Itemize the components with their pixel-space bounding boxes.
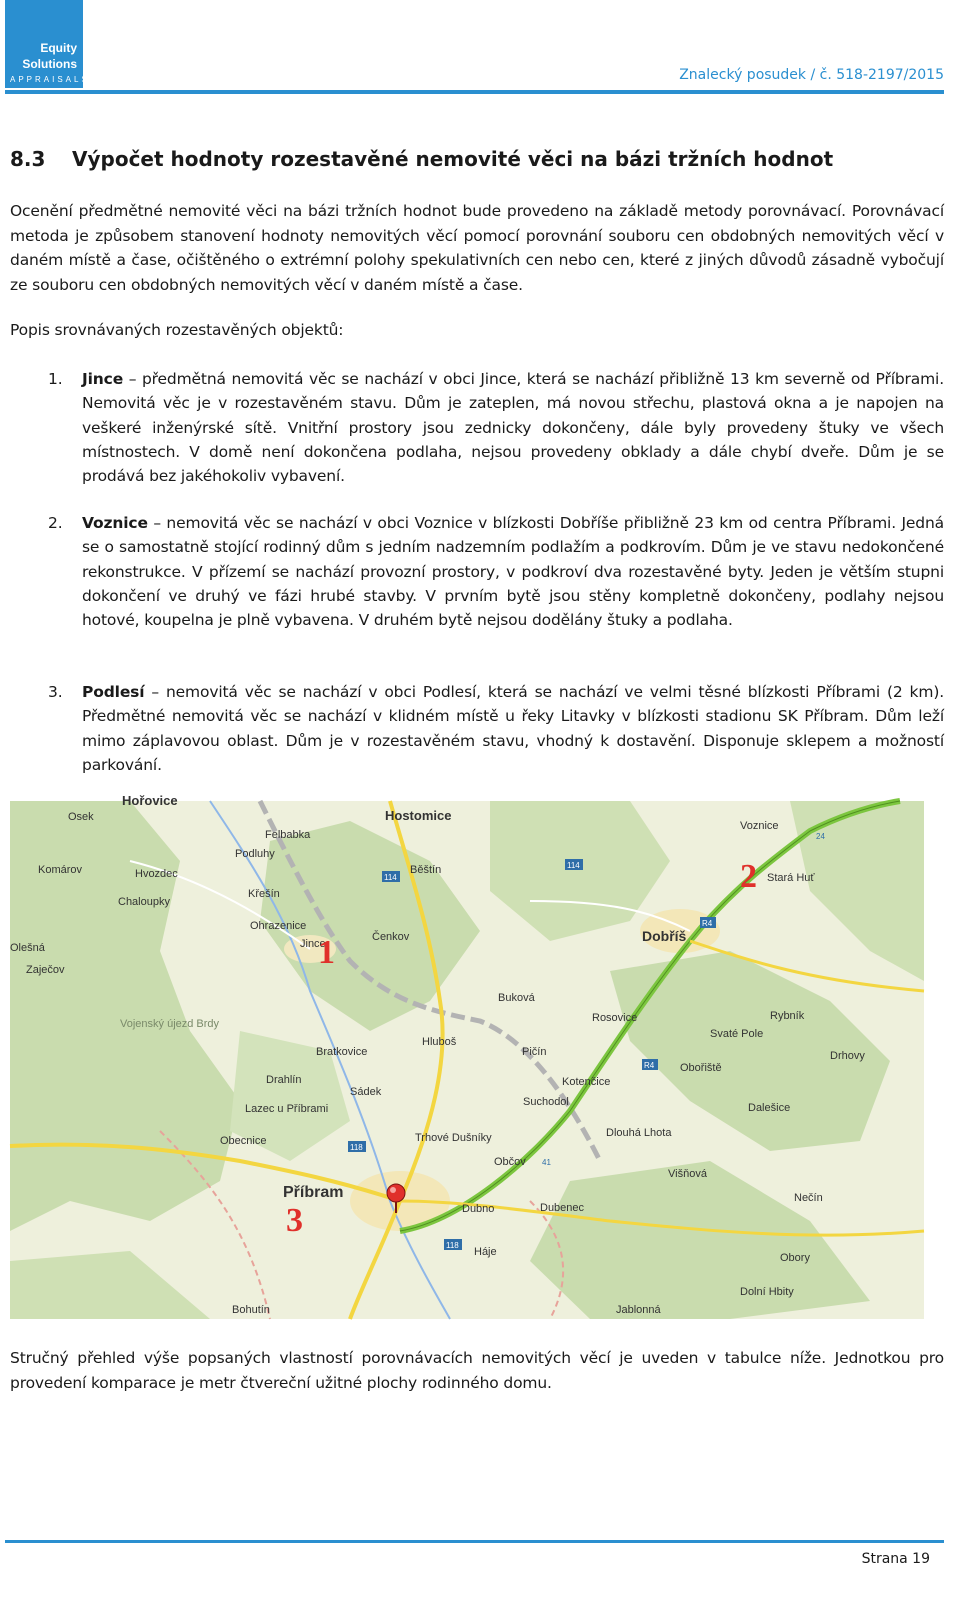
map-label: Višňová xyxy=(668,1168,707,1180)
map-label: Trhové Dušníky xyxy=(415,1132,492,1144)
road-badge: 114 xyxy=(384,873,397,882)
map-label: Osek xyxy=(68,811,94,823)
map-label: Obecnice xyxy=(220,1135,267,1147)
map-label: Hvozdec xyxy=(135,868,178,880)
map-label: Chaloupky xyxy=(118,896,170,908)
item-text: – nemovitá věc se nachází v obci Voznice v blízkosti Dobříše přibližně 23 km od centra Příbrami. Jedná se o samostatně stojící rodinný dům s jedním nadzemním podlažím a podkrovím. Dům je ve stavu nedokončené rekonstrukce. V přízemí se nachází provozní prostory, v podkroví dva rozestavěné byty. Jeden je větším stupni dokončení ve druhý ve fázi hrubé stavby. V prvním bytě jsou stěny kompletně dokončeny, podlahy nejsou hotové, koupelna je plně vybavena. V druhém bytě nejsou dodělány štuky a podlaha. xyxy=(82,514,944,630)
section-heading xyxy=(10,147,833,171)
map-label: Ohrazenice xyxy=(250,920,307,932)
map-label: Občov xyxy=(494,1156,526,1168)
map-label: Kotenčice xyxy=(562,1076,611,1088)
map-label: Sádek xyxy=(350,1086,382,1098)
road-badge: 114 xyxy=(567,861,580,870)
map-label: Příbram xyxy=(283,1184,344,1201)
section-number: 8.3 xyxy=(10,147,46,171)
map-label: Dolní Hbity xyxy=(740,1286,794,1298)
item-number: 3. xyxy=(48,683,63,701)
map-label: Hořovice xyxy=(122,793,178,808)
map-label: Pičín xyxy=(522,1046,547,1058)
map-label: Hluboš xyxy=(422,1036,457,1048)
item-text: – předmětná nemovitá věc se nachází v obci Jince, která se nachází přibližně 13 km severně od Příbrami. Nemovitá věc je v rozestavěném stavu. Dům je zateplen, má novou střechu, plastová okna a je napojen na veškeré inženýrské sítě. Vnitřní prostory jsou zednicky dokončeny, dále byly provedeny štuky ve všech místnostech. V domě není dokončena podlaha, nejsou provedeny obklady a dále chybí dveře. Dům je se prodává bez jakéhokoliv vybavení. xyxy=(82,370,944,486)
footer-divider xyxy=(5,1540,944,1543)
map-label: Buková xyxy=(498,992,535,1004)
item-text: – nemovitá věc se nachází v obci Podlesí, která se nachází ve velmi těsné blízkosti Příbrami (2 km). Předmětné nemovitá věc se nachází v klidném místě u řeky Litavky v blízkosti stadionu SK Příbram. Dům leží mimo záplavovou oblast. Dům je v rozestavěném stavu, vhodný k dostavění. Disponuje sklepem a možností parkování. xyxy=(82,683,944,774)
report-reference: Znalecký posudek / č. 518-2197/2015 xyxy=(679,67,944,83)
map-label: Čenkov xyxy=(372,931,410,943)
logo-text-line1: Equity xyxy=(40,41,77,55)
marker-3: 3 xyxy=(286,1202,303,1239)
map-label: Lazec u Příbrami xyxy=(245,1103,329,1115)
map-label: Felbabka xyxy=(265,829,311,841)
map-canvas xyxy=(10,793,924,1319)
map-label: Svaté Pole xyxy=(710,1028,764,1040)
header-divider xyxy=(5,90,944,94)
map-label: Voznice xyxy=(740,820,779,832)
intro-paragraph: Ocenění předmětné nemovité věci na bázi tržních hodnot bude provedeno na základě metody porovnávací. Porovnávací metoda je způsobem stanovení hodnoty nemovitých věcí pomocí porovnání souboru cen obdobných nemovitých věcí v daném místě a čase, očištěného o extrémní polohy spekulativních cen nebo cen, které z jiných důvodů zásadně vybočují ze souboru cen obdobných nemovitých věcí v daném místě a čase. xyxy=(10,202,944,294)
map-label: Olešná xyxy=(10,942,45,954)
map-label: Nečín xyxy=(794,1192,823,1204)
logo-text-line3: APPRAISALS xyxy=(10,75,90,84)
map-label: Rosovice xyxy=(592,1012,638,1024)
company-logo xyxy=(5,0,90,88)
road-badge: 41 xyxy=(542,1158,551,1167)
map-label: Dubenec xyxy=(540,1202,585,1214)
map-label: Jablonná xyxy=(616,1304,661,1316)
road-badge: 118 xyxy=(350,1143,363,1152)
map-label: Drahlín xyxy=(266,1074,302,1086)
map-label: Drhovy xyxy=(830,1050,865,1062)
page-number: Strana 19 xyxy=(861,1551,930,1567)
location-map xyxy=(10,793,924,1319)
map-label: Bratkovice xyxy=(316,1046,368,1058)
list-heading: Popis srovnávaných rozestavěných objektů: xyxy=(10,321,344,339)
map-label: Dlouhá Lhota xyxy=(606,1127,672,1139)
map-label: Zaječov xyxy=(26,964,65,976)
section-title: Výpočet hodnoty rozestavěné nemovité věci na bázi tržních hodnot xyxy=(72,147,834,171)
map-label: Dalešice xyxy=(748,1102,791,1114)
marker-2: 2 xyxy=(740,858,757,895)
map-label: Obořiště xyxy=(680,1062,722,1074)
map-label: Křešín xyxy=(248,888,280,900)
road-badge: 118 xyxy=(446,1241,459,1250)
map-label: Podluhy xyxy=(235,848,275,860)
map-label: Obory xyxy=(780,1252,810,1264)
road-badge: R4 xyxy=(702,919,713,928)
map-label: Háje xyxy=(474,1246,497,1258)
map-label: Hostomice xyxy=(385,808,452,823)
road-badge: 24 xyxy=(816,832,825,841)
item-number: 2. xyxy=(48,514,63,532)
map-label: Dubno xyxy=(462,1203,495,1215)
map-label: Vojenský újezd Brdy xyxy=(120,1018,220,1030)
item-number: 1. xyxy=(48,370,63,388)
summary-paragraph: Stručný přehled výše popsaných vlastností porovnávacích nemovitých věcí je uveden v tabulce níže. Jednotkou pro provedení komparace je metr čtvereční užitné plochy rodinného domu. xyxy=(10,1349,944,1392)
marker-1: 1 xyxy=(318,934,335,971)
map-label: Jince xyxy=(300,938,326,950)
map-label: Rybník xyxy=(770,1010,805,1022)
map-label: Komárov xyxy=(38,864,83,876)
item-name: Voznice xyxy=(82,514,148,532)
item-name: Jince xyxy=(82,370,124,388)
map-label: Bohutín xyxy=(232,1304,270,1316)
map-label: Běštín xyxy=(410,864,442,876)
logo-text-line2: Solutions xyxy=(22,57,77,71)
road-badge: R4 xyxy=(644,1061,655,1070)
map-label: Dobříš xyxy=(642,928,687,944)
item-name: Podlesí xyxy=(82,683,145,701)
map-label: Stará Huť xyxy=(767,872,815,884)
map-label: Suchodol xyxy=(523,1096,569,1108)
